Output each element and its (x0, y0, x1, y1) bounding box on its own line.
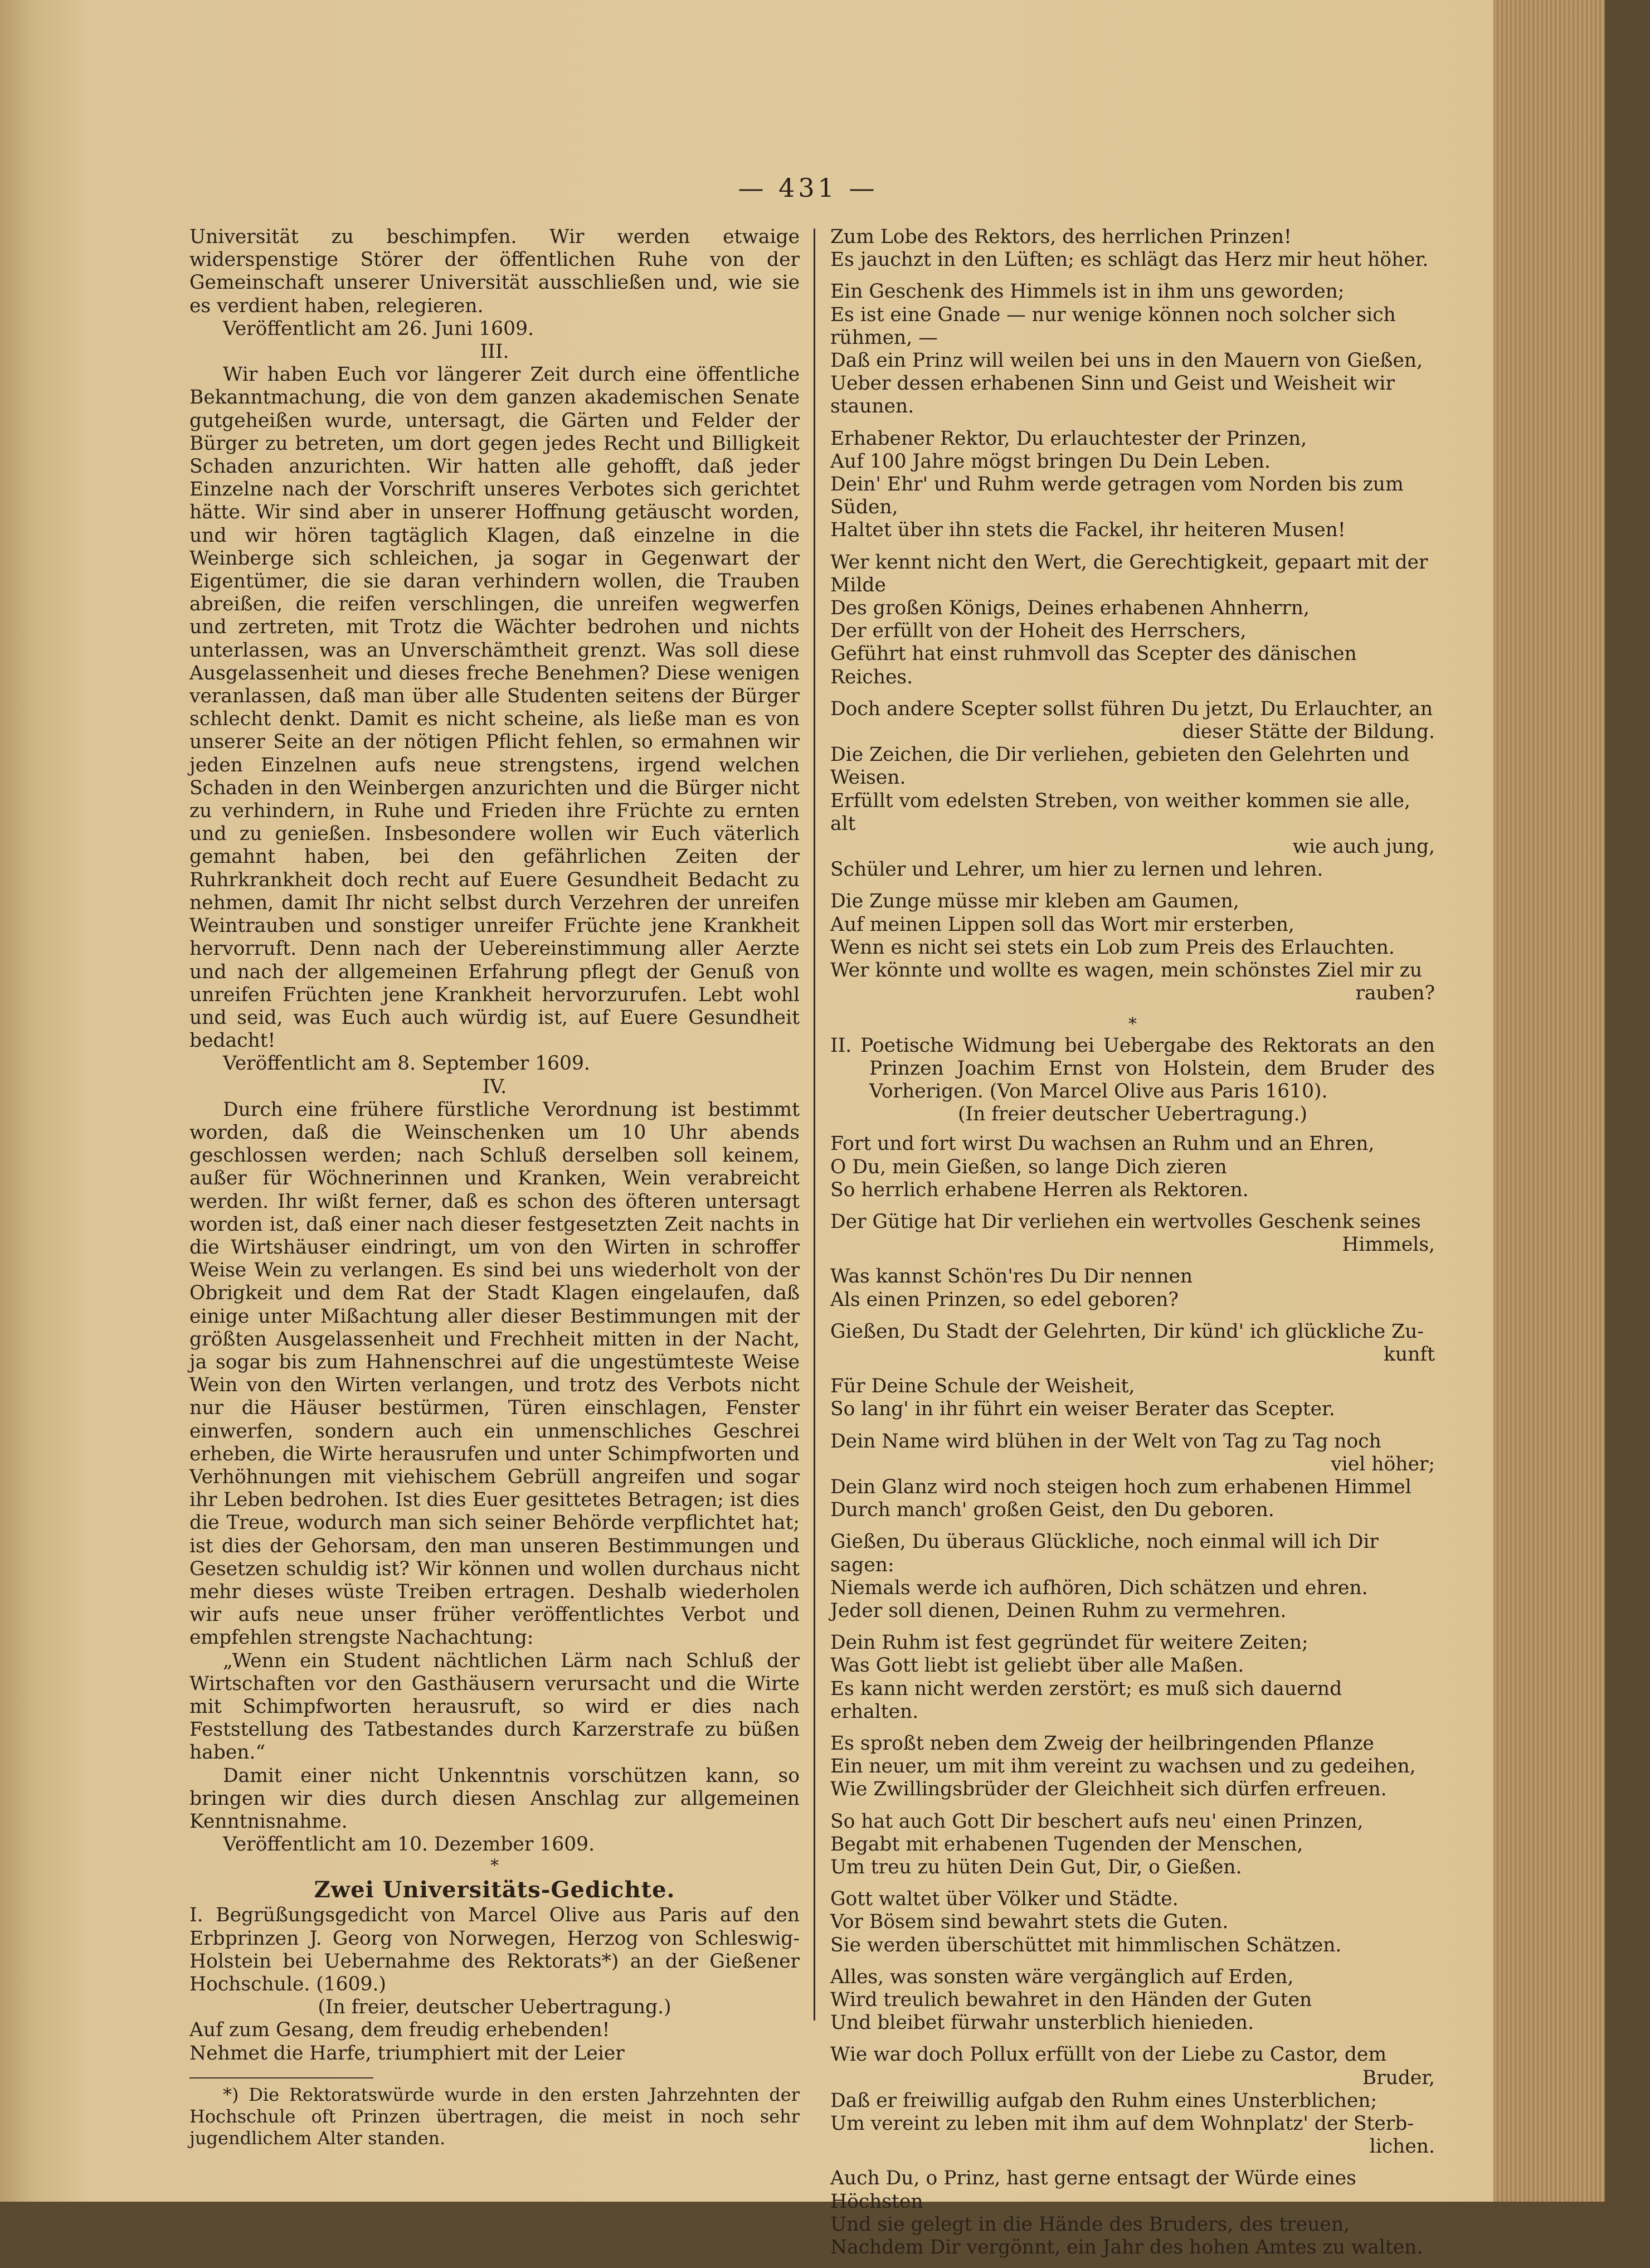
poem-line: Es kann nicht werden zerstört; es muß sich dauernd erhalten. (830, 1677, 1342, 1723)
poem-line: Es jauchzt in den Lüften; es schlägt das Herz mir heut höher. (830, 249, 1429, 271)
poem-stanza (830, 551, 1435, 689)
poem-line: Schüler und Lehrer, um hier zu lernen und lehren. (830, 858, 1323, 881)
poem-line: So herrlich erhabene Herren als Rektoren. (830, 1178, 1249, 1201)
poem-stanza (830, 698, 1435, 882)
page-number: — 431 — (738, 173, 878, 203)
poem-line: Auf zum Gesang, dem freudig erhebenden! (189, 2019, 610, 2042)
poem-line: So hat auch Gott Dir beschert aufs neu' einen Prinzen, (830, 1810, 1364, 1833)
poem-line: wie auch jung, (1292, 836, 1435, 858)
poem-line: Auf meinen Lippen soll das Wort mir ersterben, (830, 913, 1294, 936)
poem-line: Doch andere Scepter sollst führen Du jetzt, Du Erlauchter, an (830, 697, 1433, 720)
poem-line: Wenn es nicht sei stets ein Lob zum Preis des Erlauchten. (830, 936, 1395, 959)
poem-line: dieser Stätte der Bildung. (1182, 721, 1435, 744)
translation-note: (In freier deutscher Uebertragung.) (957, 1103, 1307, 1126)
page-edges (1493, 0, 1605, 2202)
poem-line: Erhabener Rektor, Du erlauchtester der Prinzen, (830, 427, 1307, 450)
publication-date: Veröffentlicht am 26. Juni 1609. (223, 317, 534, 340)
poem-line: Geführt hat einst ruhmvoll das Scepter des dänischen Reiches. (830, 643, 1357, 688)
poem-stanza (830, 1732, 1435, 1801)
poem-line: Nehmet die Harfe, triumphiert mit der Leier (189, 2042, 625, 2065)
poem-line: Jeder soll dienen, Deinen Ruhm zu vermehren. (830, 1599, 1287, 1622)
paragraph-continued: Universität zu beschimpfen. Wir werden etwaige widerspenstige Störer der öffentlichen Ruhe von der Gemeinschaft unserer Universität ausschließen und, wie sie es verdient haben, relegieren. (189, 226, 800, 317)
column-divider (814, 229, 815, 2021)
poem-line: Gießen, Du überaus Glückliche, noch einmal will ich Dir sagen: (830, 1531, 1379, 1576)
poem-line: Haltet über ihn stets die Fackel, ihr heiteren Musen! (830, 519, 1346, 542)
poem-line: Himmels, (1342, 1233, 1435, 1256)
section-number: IV. (482, 1075, 507, 1098)
poem-stanza (830, 1631, 1435, 1723)
poem-line: Als einen Prinzen, so edel geboren? (830, 1288, 1179, 1311)
poem-line: Der erfüllt von der Hoheit des Herrschers, (830, 620, 1247, 643)
poem-line: Dein Glanz wird noch steigen hoch zum erhabenen Himmel (830, 1475, 1411, 1498)
poem-stanza (830, 1888, 1435, 1957)
poem-line: Die Zeichen, die Dir verliehen, gebieten den Gelehrten und Weisen. (830, 744, 1410, 789)
poem-line: Auch Du, o Prinz, hast gerne entsagt der Würde eines Höchsten (830, 2167, 1356, 2213)
paragraph-section-3: Wir haben Euch vor längerer Zeit durch eine öffentliche Bekanntmachung, die von dem ganzen akademischen Senate gutgeheißen wurde, untersagt, die Gärten und Felder der Bürger zu betreten, um dort gegen jedes Recht und Billigkeit Schaden anzurichten. Wir hatten alle gehofft, daß jeder Einzelne nach der Vorschrift unseres Verbotes sich gerichtet hätte. Wir sind aber in unserer Hoffnung getäuscht worden, und wir hören tagtäglich Klagen, daß einzelne in die Weinberge sich schleichen, ja sogar in Gegenwart der Eigentümer, die sie daran verhindern wollen, die Trauben abreißen, die reifen verschlingen, die unreifen wegwerfen und zertreten, mit Trotz die Wächter bedrohen und nichts unterlassen, was an Unverschämtheit grenzt. Was soll diese Ausgelassenheit und dieses freche Benehmen? Diese wenigen veranlassen, daß man über alle Studenten seitens der Bürger schlecht denkt. Damit es nicht scheine, als ließe man es von unserer Seite an der nötigen Pflicht fehlen, so ermahnen wir jeden Einzelnen aufs neue strengstens, irgend welchen Schaden in den Weinbergen anzurichten und die Bürger nicht zu verhindern, in Ruhe und Frieden ihre Früchte zu ernten und zu genießen. Insbesondere wollen wir Euch väterlich gemahnt haben, bei den gefährlichen Zeiten der Ruhrkrankheit doch recht auf Euere Gesundheit Bedacht zu nehmen, damit Ihr nicht selbst durch Verzehren der unreifen Weintrauben und sonstiger unreifer Früchte jene Krankheit hervorruft. Denn nach der Uebereinstimmung aller Aerzte und nach der allgemeinen Erfahrung pflegt der Genuß von unreifen Früchten jene Krankheit hervorzurufen. Lebt wohl und seid, was Euch auch würdig ist, auf Euere Gesundheit bedacht! (189, 363, 800, 1052)
poem-stanza (830, 1211, 1435, 1256)
poem-line: Und sie gelegt in die Hände des Bruders, des treuen, (830, 2213, 1350, 2236)
poem-line: Vor Bösem sind bewahrt stets die Guten. (830, 1911, 1229, 1934)
left-column (189, 226, 800, 2149)
poem-line: Was kannst Schön'res Du Dir nennen (830, 1265, 1193, 1288)
poem-line: Fort und fort wirst Du wachsen an Ruhm und an Ehren, (830, 1133, 1375, 1155)
poem-line: Zum Lobe des Rektors, des herrlichen Prinzen! (830, 226, 1292, 248)
poem-continuation (830, 226, 1435, 1006)
poem-stanza (830, 428, 1435, 542)
poem-line: Durch manch' großen Geist, den Du geboren. (830, 1499, 1274, 1522)
poem-line: Niemals werde ich aufhören, Dich schätzen und ehren. (830, 1576, 1368, 1599)
poem-line: rauben? (1355, 982, 1435, 1005)
poem-stanza (830, 1430, 1435, 1522)
poem-stanza (830, 1375, 1435, 1421)
poem-line: Was Gott liebt ist geliebt über alle Maßen. (830, 1654, 1244, 1677)
poem-line: Alles, was sonsten wäre vergänglich auf Erden, (830, 1965, 1294, 1988)
poem-line: Ein Geschenk des Himmels ist in ihm uns geworden; (830, 280, 1345, 303)
poem-stanza (830, 280, 1435, 418)
poem-stanza (830, 1810, 1435, 1880)
poem-line: Auf 100 Jahre mögst bringen Du Dein Leben. (830, 450, 1271, 473)
poem-line: Um vereint zu leben mit ihm auf dem Wohnplatz' der Sterb- (830, 2112, 1414, 2135)
footnote-rule (189, 2077, 373, 2078)
poem-line: Um treu zu hüten Dein Gut, Dir, o Gießen. (830, 1856, 1242, 1878)
poem-line: Wie war doch Pollux erfüllt von der Liebe zu Castor, dem (830, 2043, 1387, 2066)
poem-line: So lang' in ihr führt ein weiser Berater das Scepter. (830, 1398, 1335, 1421)
poem-line: kunft (1384, 1343, 1435, 1366)
poem-line: Daß ein Prinz will weilen bei uns in den Mauern von Gießen, (830, 349, 1423, 372)
poem-intro: II. Poetische Widmung bei Uebergabe des Rektorats an den Prinzen Joachim Ernst von Holstein, dem Bruder des Vorherigen. (Von Marcel Olive aus Paris 1610). (830, 1034, 1435, 1103)
poem-stanza (830, 2167, 1435, 2259)
publication-date: Veröffentlicht am 8. September 1609. (223, 1052, 590, 1075)
poem-line: Gießen, Du Stadt der Gelehrten, Dir künd' ich glückliche Zu- (830, 1320, 1424, 1343)
poem-line: viel höher; (1331, 1453, 1435, 1475)
poem-line: Daß er freiwillig aufgab den Ruhm eines Unsterblichen; (830, 2089, 1378, 2112)
poem-line: Es sproßt neben dem Zweig der heilbringenden Pflanze (830, 1732, 1374, 1755)
poem-line: Die Zunge müsse mir kleben am Gaumen, (830, 890, 1239, 913)
section-heading: Zwei Universitäts-Gedichte. (314, 1877, 675, 1903)
poem-line: Für Deine Schule der Weisheit, (830, 1375, 1135, 1398)
poem-line: Ueber dessen erhabenen Sinn und Geist und Weisheit wir staunen. (830, 372, 1395, 418)
poem-stanza (830, 1531, 1435, 1623)
closing-paragraph: Damit einer nicht Unkenntnis vorschützen kann, so bringen wir dies durch diesen Anschlag zur allgemeinen Kenntnisnahme. (189, 1764, 800, 1833)
poem-line: lichen. (1369, 2135, 1435, 2158)
poem-line: Begabt mit erhabenen Tugenden der Menschen, (830, 1833, 1303, 1856)
poem-line: Dein Name wird blühen in der Welt von Tag zu Tag noch (830, 1430, 1381, 1453)
translation-note: (In freier, deutscher Uebertragung.) (318, 1996, 671, 2019)
poem-line: Es ist eine Gnade — nur wenige können noch solcher sich rühmen, — (830, 303, 1396, 349)
poem-line: Des großen Königs, Deines erhabenen Ahnherrn, (830, 597, 1310, 620)
poem-stanza (189, 2019, 800, 2065)
poem-stanza (830, 2043, 1435, 2158)
poem-line: Erfüllt vom edelsten Streben, von weither kommen sie alle, alt (830, 789, 1410, 835)
poem-stanza (830, 1265, 1435, 1311)
section-number: III. (480, 341, 509, 363)
poem-line: Wird treulich bewahret in den Händen der Guten (830, 1989, 1312, 2012)
poem-line: O Du, mein Gießen, so lange Dich zieren (830, 1155, 1227, 1178)
poem-stanza (830, 1966, 1435, 2035)
separator-asterisk: * (1128, 1014, 1137, 1034)
poem-stanza (830, 890, 1435, 1005)
poem-intro: I. Begrüßungsgedicht von Marcel Olive aus Paris auf den Erbprinzen J. Georg von Norwegen, Herzog von Schleswig-Holstein bei Uebernahme des Rektorats*) an der Gießener Hochschule. (1609.) (189, 1904, 800, 1996)
poem-stanza (830, 1320, 1435, 1366)
poem-stanza (830, 226, 1435, 271)
poem-body (830, 1133, 1435, 2259)
poem-line: Und bleibet fürwahr unsterblich hienieden. (830, 2012, 1254, 2034)
poem-line: Sie werden überschüttet mit himmlischen Schätzen. (830, 1934, 1342, 1956)
paragraph-section-4: Durch eine frühere fürstliche Verordnung ist bestimmt worden, daß die Weinschenken um 10 Uhr abends geschlossen werden; nach Schluß derselben soll keinem, außer für Wöchnerinnen und Kranken, Wein verabreicht werden. Ihr wißt ferner, daß es schon des öfteren untersagt worden ist, daß einer nach dieser festgesetzten Zeit nachts in die Wirtshäuser eindringt, um von den Wirten in schroffer Weise Wein zu verlangen. Es sind bei uns wiederholt von der Obrigkeit und dem Rat der Stadt Klagen eingelaufen, daß einige unter Mißachtung aller dieser Bestimmungen mit der größten Ausgelassenheit und Frechheit mitten in der Nacht, ja sogar bis zum Hahnenschrei auf die ungestümteste Weise Wein von den Wirten verlangen, und trotz des Verbots nicht nur die Häuser bestürmen, Türen einschlagen, Fenster einwerfen, sondern auch ein unmenschliches Geschrei erheben, die Wirte herausrufen und unter Schimpfworten und Verhöhnungen mit viehischem Gebrüll angreifen und sogar ihr Leben bedrohen. Ist dies Euer gesittetes Betragen; ist dies die Treue, wodurch man sich seiner Behörde verpflichtet hat; ist dies der Gehorsam, den man unseren Bestimmungen und Gesetzen schuldig ist? Wir können und wollen durchaus nicht mehr dieses wüste Treiben ertragen. Deshalb wiederholen wir aufs neue unser früher veröffentlichtes Verbot und empfehlen strengste Nachachtung: (189, 1098, 800, 1649)
right-column (830, 226, 1435, 2268)
poem-line: Nachdem Dir vergönnt, ein Jahr des hohen Amtes zu walten. (830, 2236, 1423, 2259)
poem-line: Wie Zwillingsbrüder der Gleichheit sich dürfen erfreuen. (830, 1778, 1387, 1801)
poem-line: Dein Ruhm ist fest gegründet für weitere Zeiten; (830, 1631, 1308, 1654)
poem-stanza (830, 1133, 1435, 1202)
poem-line: Ein neuer, um mit ihm vereint zu wachsen und zu gedeihen, (830, 1755, 1416, 1778)
poem-line: Dein' Ehr' und Ruhm werde getragen vom Norden bis zum Süden, (830, 473, 1404, 519)
publication-date: Veröffentlicht am 10. Dezember 1609. (223, 1833, 595, 1856)
separator-asterisk: * (490, 1856, 499, 1876)
poem-line: Wer kennt nicht den Wert, die Gerechtigkeit, gepaart mit der Milde (830, 551, 1428, 596)
poem-line: Wer könnte und wollte es wagen, mein schönstes Ziel mir zu (830, 959, 1423, 982)
poem-line: Bruder, (1362, 2066, 1435, 2089)
quotation: „Wenn ein Student nächtlichen Lärm nach Schluß der Wirtschaften vor den Gasthäusern verursacht und die Wirte mit Schimpfworten herausruft, so wird er dies nach Feststellung des Tatbestandes durch Karzerstrafe zu büßen haben.“ (189, 1649, 800, 1764)
poem-line: Gott waltet über Völker und Städte. (830, 1888, 1179, 1911)
poem-line: Der Gütige hat Dir verliehen ein wertvolles Geschenk seines (830, 1210, 1421, 1233)
footnote: *) Die Rektoratswürde wurde in den ersten Jahrzehnten der Hochschule oft Prinzen übertragen, die meist in noch sehr jugendlichem Alter standen. (189, 2084, 800, 2149)
